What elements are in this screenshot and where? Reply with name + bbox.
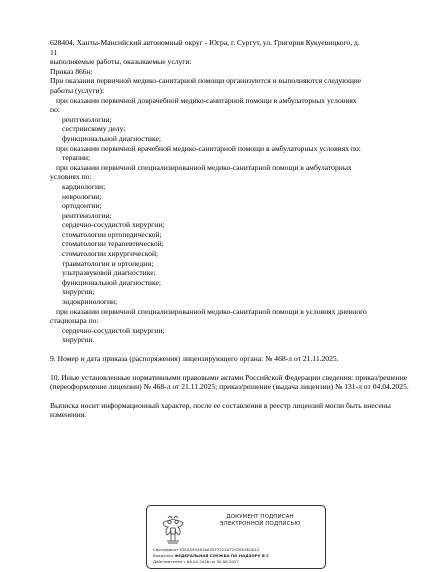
service-item: эндокринологии; — [62, 297, 118, 307]
order-reference: Приказ 866н: — [50, 66, 93, 76]
electronic-signature-stamp — [146, 505, 326, 569]
section-heading: условиях по: — [50, 172, 92, 182]
stamp-details — [153, 547, 323, 564]
stamp-title: ДОКУМЕНТ ПОДПИСАН ЭЛЕКТРОННОЙ ПОДПИСЬЮ — [219, 514, 301, 527]
works-header: выполняемые работы, оказываемые услуги: — [50, 57, 192, 67]
service-item: сестринскому делу; — [62, 124, 126, 134]
intro-line-1: При оказании первичной медико-санитарной помощи организуются и выполняются следующие — [50, 76, 362, 86]
coat-of-arms-icon — [156, 514, 190, 548]
item-10-other-info: 10. Иные установленные нормативными правовыми актами Российской Федерации сведения: приказ/решение (переоформление лицензии) № 468-л от 21.11.2025; приказ/решение (выдача лицензии) № 131-л от 04.04.2025. — [50, 372, 409, 392]
service-item: сердечно-сосудистой хирургии; — [62, 325, 165, 335]
service-item: ортодонтии; — [62, 201, 102, 211]
section-heading: по: — [50, 105, 60, 115]
section-heading: при оказании первичной специализированной медико-санитарной помощи в амбулаторных — [56, 162, 352, 172]
service-item: травматологии и ортопедии; — [62, 258, 154, 268]
service-item: неврологии; — [62, 191, 102, 201]
service-item: функциональной диагностике; — [62, 277, 161, 287]
address-line-1: 628404, Ханты-Мансийский автономный округ - Югра, г. Сургут, ул. Григория Кукуевицкого, д. — [50, 38, 360, 47]
section-heading: при оказании первичной врачебной медико-санитарной помощи в амбулаторных условиях по: — [56, 143, 361, 153]
stamp-owner: Владелец ФЕДЕРАЛЬНАЯ СЛУЖБА ПО НАДЗОРУ В С — [153, 552, 270, 558]
document-body — [50, 38, 410, 420]
service-item: кардиологии; — [62, 181, 106, 191]
service-item: рентгенологии; — [62, 210, 112, 220]
service-item: стоматологии терапевтической; — [62, 239, 164, 249]
stamp-validity: Действителен с 06.04.2026 по 30.06.2027 — [153, 558, 239, 564]
service-item: хирургии. — [62, 335, 95, 345]
intro-line-2: работы (услуги): — [50, 85, 105, 95]
service-item: стоматологии ортопедической; — [62, 229, 162, 239]
section-heading: при оказании первичной специализированной медико-санитарной помощи в условиях дневного — [56, 306, 367, 316]
services-list — [50, 96, 410, 345]
service-item: хирургии; — [62, 287, 95, 297]
footer-note: Выписка носит информационный характер, после ее составления в реестр лицензий могли быть внесены изменения. — [50, 400, 391, 420]
stamp-certificate: Сертификат E2EA5954818A35F7222A72978A5E0A12 — [153, 547, 260, 552]
section-heading: при оказании первичной доврачебной медико-санитарной помощи в амбулаторных условиях — [56, 95, 357, 105]
service-item: функциональной диагностике; — [62, 133, 161, 143]
address-line-2: 11 — [50, 47, 58, 57]
service-item: сердечно-сосудистой хирургии; — [62, 220, 165, 230]
item-9-order: 9. Номер и дата приказа (распоряжения) лицензирующего органа: № 468-л от 21.11.2025. — [50, 354, 339, 363]
service-item: стоматологии хирургической; — [62, 249, 159, 259]
service-item: терапии; — [62, 153, 91, 163]
service-item: ультразвуковой диагностике; — [62, 268, 156, 278]
section-heading: стационара по: — [50, 316, 99, 326]
service-item: рентгенологии; — [62, 114, 112, 124]
